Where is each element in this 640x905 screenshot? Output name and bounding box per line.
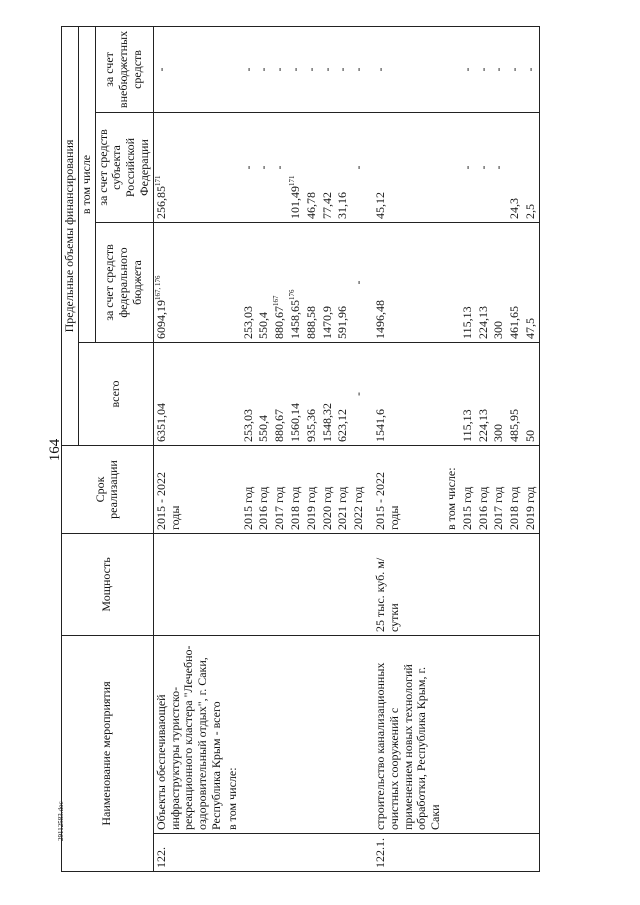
row-extrabudget — [272, 26, 288, 112]
row-federal — [351, 222, 367, 342]
row-regional-value: - — [459, 165, 474, 170]
table-row — [460, 26, 476, 871]
row-regional — [256, 112, 272, 222]
row-federal-value: 1470,9 — [319, 305, 334, 339]
row-regional — [507, 112, 523, 222]
row-total — [241, 342, 257, 445]
row-federal — [320, 222, 336, 342]
row-regional — [491, 112, 507, 222]
row-total — [256, 342, 272, 445]
row-regional — [523, 112, 539, 222]
row-total-value: 485,95 — [507, 408, 522, 442]
row-period — [335, 445, 351, 533]
row-federal-value: 47,5 — [522, 317, 537, 339]
row-period-value: 2015 год — [459, 486, 474, 530]
row-extrabudget — [153, 26, 224, 112]
row-federal — [153, 222, 224, 342]
table-row — [351, 26, 367, 871]
row-period — [153, 445, 224, 533]
row-extrabudget — [351, 26, 367, 112]
row-period — [373, 445, 444, 533]
row-period-value: 2017 год — [272, 486, 287, 530]
table-row — [523, 26, 539, 871]
row-capacity — [523, 533, 539, 635]
row-capacity — [320, 533, 336, 635]
row-number — [272, 834, 288, 872]
row-regional-value: - — [256, 165, 271, 170]
row-number-value: 122. — [153, 847, 168, 868]
row-total — [304, 342, 320, 445]
row-extrabudget-value: - — [287, 67, 302, 72]
row-total — [507, 342, 523, 445]
row-federal-value: 880,67 — [272, 305, 287, 339]
row-extrabudget — [523, 26, 539, 112]
row-regional-value: 45,12 — [372, 191, 387, 219]
row-period — [460, 445, 476, 533]
row-regional — [272, 112, 288, 222]
row-capacity — [304, 533, 320, 635]
row-period-value: 2015 год — [240, 486, 255, 530]
row-total — [335, 342, 351, 445]
row-regional — [444, 112, 460, 222]
row-number — [507, 834, 523, 872]
header-extrabudget: за счет внебюджетных средств — [95, 26, 153, 112]
row-period-value: 2019 год — [303, 486, 318, 530]
header-capacity: Мощность — [62, 533, 154, 635]
row-regional — [335, 112, 351, 222]
header-federal: за счет средств федерального бюджета — [95, 222, 153, 342]
row-period — [241, 445, 257, 533]
row-federal — [241, 222, 257, 342]
row-total-value: 6351,04 — [153, 402, 168, 442]
row-regional-value: 77,42 — [319, 191, 334, 219]
row-name — [444, 635, 460, 833]
row-federal-value: 550,4 — [256, 311, 271, 339]
table-row — [288, 26, 304, 871]
table-row — [491, 26, 507, 871]
row-regional — [320, 112, 336, 222]
row-name-value: Объекты обеспечивающей инфраструктуры туристско-рекреационного кластера "Лечебно-оздоровительный отдых", г. Саки, Республика Крым - всего — [153, 645, 223, 830]
row-name — [153, 635, 224, 833]
row-number — [304, 834, 320, 872]
row-period-value: 2019 год — [522, 486, 537, 530]
footnote-ref: 171 — [287, 175, 296, 186]
row-name — [523, 635, 539, 833]
row-regional — [351, 112, 367, 222]
row-name — [304, 635, 320, 833]
row-period-value: 2016 год — [256, 486, 271, 530]
row-period — [256, 445, 272, 533]
row-name — [272, 635, 288, 833]
footnote-ref: 171 — [153, 175, 162, 186]
row-period-value: 2015 - 2022 годы — [372, 471, 401, 530]
row-period — [444, 445, 460, 533]
row-extrabudget-value: - — [491, 67, 506, 72]
header-period: Срок реализации — [62, 445, 154, 533]
row-total-value: 935,36 — [303, 408, 318, 442]
row-period-value: 2018 год — [507, 486, 522, 530]
row-number — [460, 834, 476, 872]
row-total-value: 1560,14 — [287, 402, 302, 442]
row-total-value: 1541,6 — [372, 408, 387, 442]
row-federal-value: 888,58 — [303, 305, 318, 339]
row-extrabudget-value: - — [272, 67, 287, 72]
row-regional-value: 24,3 — [507, 197, 522, 219]
row-total-value: 253,03 — [240, 408, 255, 442]
row-total — [225, 342, 241, 445]
row-federal — [460, 222, 476, 342]
row-extrabudget-value: - — [459, 67, 474, 72]
row-number — [335, 834, 351, 872]
row-regional-value: 46,78 — [303, 191, 318, 219]
row-extrabudget-value: - — [351, 67, 366, 72]
row-period-value: 2018 год — [287, 486, 302, 530]
row-period — [523, 445, 539, 533]
table-row — [256, 26, 272, 871]
row-number-value: 122.1. — [372, 838, 387, 868]
row-name — [320, 635, 336, 833]
row-number — [491, 834, 507, 872]
row-name — [460, 635, 476, 833]
footer-filename: 29112583.doc — [57, 801, 65, 841]
row-total-value: 50 — [522, 429, 537, 442]
row-federal — [476, 222, 492, 342]
row-period — [507, 445, 523, 533]
row-period — [351, 445, 367, 533]
row-federal — [225, 222, 241, 342]
table-row — [507, 26, 523, 871]
header-limits: Предельные объемы финансирования — [62, 26, 79, 445]
row-regional — [153, 112, 224, 222]
row-federal — [335, 222, 351, 342]
row-capacity — [476, 533, 492, 635]
row-regional-value: - — [475, 165, 490, 170]
financing-table — [61, 26, 540, 872]
row-total — [460, 342, 476, 445]
row-federal-value: 300 — [491, 320, 506, 339]
row-period-value: 2017 год — [491, 486, 506, 530]
row-extrabudget-value: - — [335, 67, 350, 72]
row-period-value: 2020 год — [319, 486, 334, 530]
row-federal — [491, 222, 507, 342]
row-number — [444, 834, 460, 872]
row-capacity — [460, 533, 476, 635]
row-number — [241, 834, 257, 872]
header-including: в том числе — [78, 26, 95, 342]
row-total-value: 224,13 — [475, 408, 490, 442]
row-extrabudget — [304, 26, 320, 112]
row-capacity — [507, 533, 523, 635]
row-regional — [288, 112, 304, 222]
row-capacity — [256, 533, 272, 635]
row-extrabudget-value: - — [372, 67, 387, 72]
row-name — [476, 635, 492, 833]
row-federal — [272, 222, 288, 342]
table-row — [373, 26, 444, 871]
row-extrabudget-value: - — [256, 67, 271, 72]
table-row — [320, 26, 336, 871]
row-capacity — [241, 533, 257, 635]
row-federal — [523, 222, 539, 342]
row-capacity — [225, 533, 241, 635]
row-extrabudget-value: - — [240, 67, 255, 72]
row-federal — [288, 222, 304, 342]
header-name: Наименование мероприятия — [62, 635, 154, 871]
header-total: всего — [78, 342, 153, 445]
table-body — [153, 26, 539, 871]
row-period — [225, 445, 241, 533]
row-regional — [225, 112, 241, 222]
row-federal — [256, 222, 272, 342]
row-federal — [373, 222, 444, 342]
row-extrabudget-value: - — [522, 67, 537, 72]
row-number — [153, 834, 224, 872]
row-number — [523, 834, 539, 872]
row-total-value: - — [351, 391, 366, 396]
rotated-table-wrapper — [61, 27, 561, 872]
row-extrabudget — [476, 26, 492, 112]
page-number: 164 — [47, 438, 63, 462]
row-number — [320, 834, 336, 872]
table-row — [225, 26, 241, 871]
row-extrabudget — [335, 26, 351, 112]
row-federal-value: 115,13 — [459, 306, 474, 339]
row-number — [288, 834, 304, 872]
row-regional-value: - — [351, 165, 366, 170]
row-extrabudget — [225, 26, 241, 112]
row-period-value: 2015 - 2022 годы — [153, 471, 182, 530]
row-number — [351, 834, 367, 872]
row-name-value: строительство канализационных очистных сооружений с применением новых технологий обработки, Республика Крым, г. Саки — [372, 662, 443, 830]
row-federal-value: 461,65 — [507, 305, 522, 339]
row-total — [272, 342, 288, 445]
table-row — [476, 26, 492, 871]
row-federal — [507, 222, 523, 342]
row-regional-value: - — [240, 165, 255, 170]
row-name — [225, 635, 241, 833]
row-federal-value: 591,96 — [335, 305, 350, 339]
row-name — [373, 635, 444, 833]
row-name — [256, 635, 272, 833]
row-total — [320, 342, 336, 445]
row-regional-value: 2,5 — [522, 203, 537, 219]
row-total-value: 300 — [491, 423, 506, 442]
row-extrabudget-value: - — [507, 67, 522, 72]
row-total — [491, 342, 507, 445]
header-regional: за счет средств субъекта Российской Федерации — [95, 112, 153, 222]
row-regional — [476, 112, 492, 222]
row-extrabudget-value: - — [319, 67, 334, 72]
row-extrabudget — [507, 26, 523, 112]
table-row — [153, 26, 224, 871]
row-regional — [460, 112, 476, 222]
row-capacity — [272, 533, 288, 635]
row-federal — [304, 222, 320, 342]
row-total-value: 550,4 — [256, 414, 271, 442]
row-name-value: в том числе: — [224, 767, 239, 830]
row-extrabudget — [460, 26, 476, 112]
row-total-value: 115,13 — [459, 409, 474, 442]
row-capacity — [288, 533, 304, 635]
footnote-ref: 167 — [272, 295, 281, 306]
row-number — [256, 834, 272, 872]
row-extrabudget — [241, 26, 257, 112]
row-capacity-value: 25 тыс. куб. м/сутки — [372, 557, 401, 632]
row-regional — [241, 112, 257, 222]
row-total — [373, 342, 444, 445]
row-total — [351, 342, 367, 445]
row-extrabudget — [444, 26, 460, 112]
row-total — [288, 342, 304, 445]
row-federal-value: 253,03 — [240, 305, 255, 339]
row-total-value: 623,12 — [335, 408, 350, 442]
row-total — [153, 342, 224, 445]
row-extrabudget-value: - — [475, 67, 490, 72]
row-regional-value: 101,49 — [287, 185, 302, 219]
row-regional-value: 256,85 — [153, 185, 168, 219]
row-extrabudget-value: - — [303, 67, 318, 72]
row-regional-value: 31,16 — [335, 191, 350, 219]
row-capacity — [373, 533, 444, 635]
row-regional-value: - — [272, 165, 287, 170]
row-number — [373, 834, 444, 872]
row-name — [335, 635, 351, 833]
row-total — [444, 342, 460, 445]
row-period — [304, 445, 320, 533]
row-period — [476, 445, 492, 533]
footnote-ref: 167, 176 — [153, 275, 162, 300]
row-regional-value: - — [491, 165, 506, 170]
row-total — [523, 342, 539, 445]
table-row — [335, 26, 351, 871]
row-extrabudget-value: - — [153, 67, 168, 72]
row-regional — [373, 112, 444, 222]
row-total-value: 1548,32 — [319, 402, 334, 442]
row-period — [272, 445, 288, 533]
row-period-value: в том числе: — [443, 467, 458, 530]
row-federal-value: 1458,65 — [287, 299, 302, 339]
row-extrabudget — [491, 26, 507, 112]
row-extrabudget — [373, 26, 444, 112]
row-period-value: 2021 год — [335, 486, 350, 530]
row-period-value: 2016 год — [475, 486, 490, 530]
row-number — [225, 834, 241, 872]
row-regional — [304, 112, 320, 222]
row-period — [491, 445, 507, 533]
row-capacity — [335, 533, 351, 635]
row-federal-value: 6094,19 — [153, 299, 168, 339]
row-period — [288, 445, 304, 533]
row-capacity — [351, 533, 367, 635]
table-row — [304, 26, 320, 871]
row-federal-value: 1496,48 — [372, 299, 387, 339]
row-period-value: 2022 год — [351, 486, 366, 530]
row-total-value: 880,67 — [272, 408, 287, 442]
row-name — [288, 635, 304, 833]
row-capacity — [491, 533, 507, 635]
footnote-ref: 176 — [287, 289, 296, 300]
row-federal-value: 224,13 — [475, 305, 490, 339]
row-federal — [444, 222, 460, 342]
row-name — [491, 635, 507, 833]
row-extrabudget — [288, 26, 304, 112]
row-extrabudget — [320, 26, 336, 112]
row-name — [241, 635, 257, 833]
table-row — [444, 26, 460, 871]
table-row — [272, 26, 288, 871]
row-number — [476, 834, 492, 872]
row-extrabudget — [256, 26, 272, 112]
row-period — [320, 445, 336, 533]
row-federal-value: - — [351, 280, 366, 285]
row-total — [476, 342, 492, 445]
row-name — [351, 635, 367, 833]
row-name — [507, 635, 523, 833]
table-row — [241, 26, 257, 871]
row-capacity — [153, 533, 224, 635]
row-capacity — [444, 533, 460, 635]
